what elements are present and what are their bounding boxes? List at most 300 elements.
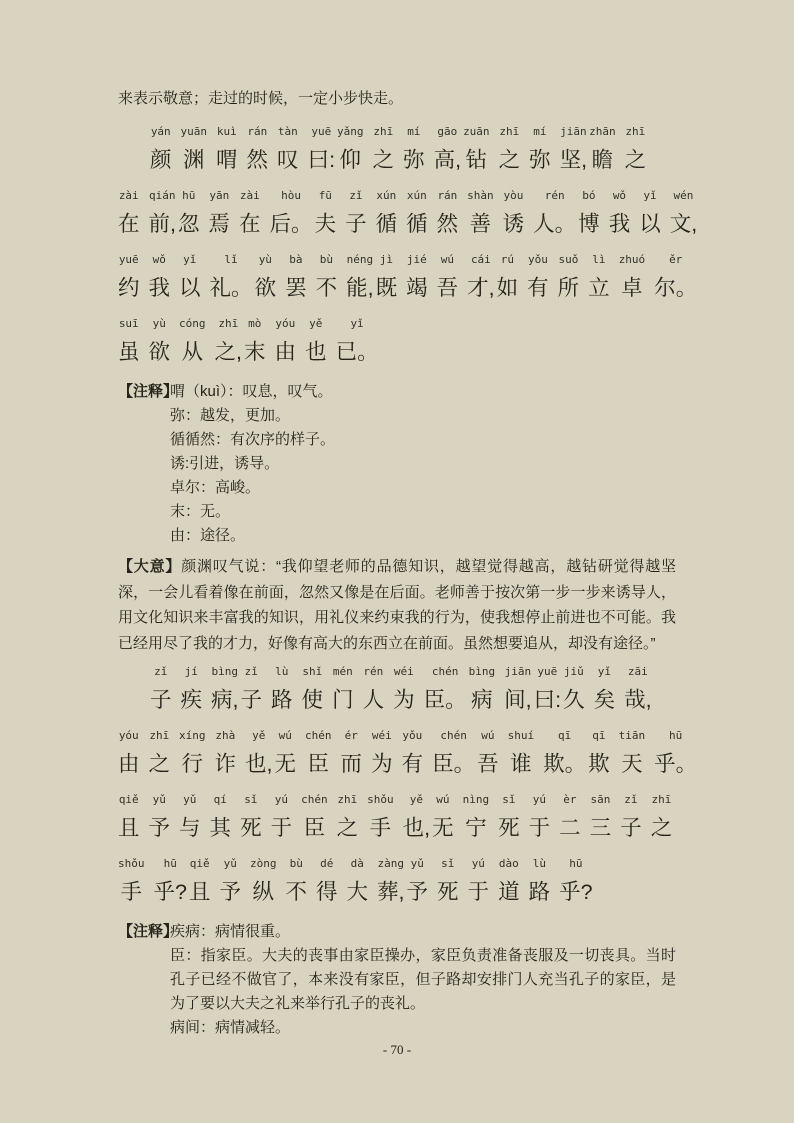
ruby-unit [432,792,454,842]
ruby-unit [508,728,535,778]
pinyin-syllable: zǐ [349,189,363,202]
pinyin-syllable: shuí [507,729,535,742]
ruby-unit [377,856,404,906]
ruby-unit [315,188,337,238]
ruby-unit [245,728,272,778]
pinyin-syllable: néng [346,253,374,266]
pinyin-syllable: yán [150,125,171,138]
hanzi-character: 不 [285,880,308,904]
ruby-unit [477,728,499,778]
ruby-unit [118,252,140,302]
ruby-unit [250,856,277,906]
pinyin-syllable: nìng [462,793,490,806]
hanzi-character: 渊 [183,148,205,172]
passage2-notes [118,920,676,1040]
ruby-unit [337,124,364,174]
ruby-unit [118,188,140,238]
ruby-unit [654,252,697,302]
pinyin-syllable: wǒ [152,253,166,266]
pinyin-syllable: qī [558,729,572,742]
passage1-notes [118,380,676,548]
ruby-unit [403,792,430,842]
pinyin-syllable: èr [563,793,577,806]
ruby-unit [179,792,201,842]
hanzi-character: 末 [244,340,266,364]
ruby-unit [589,124,616,174]
pinyin-syllable: cái [470,253,491,266]
hanzi-character: 在 [239,212,261,236]
ruby-unit [437,252,459,302]
ruby-unit [154,856,187,906]
ruby-unit [189,856,211,906]
ruby-unit [179,252,201,302]
hanzi-character: 之 [148,752,171,776]
ruby-unit [286,856,308,906]
pinyin-syllable: bìng [211,665,239,678]
pinyin-syllable: zhà [215,729,236,742]
hanzi-character: 死 [240,816,262,840]
ruby-unit [371,728,393,778]
ruby-unit [559,856,592,906]
pinyin-syllable: hū [669,729,683,742]
pinyin-syllable: zhī [149,729,170,742]
hanzi-character: 葬, [377,880,405,904]
pinyin-syllable: yě [252,729,266,742]
pinyin-syllable: mí [533,125,547,138]
pinyin-syllable: yǔ [223,857,237,870]
ruby-unit [150,664,172,714]
ruby-unit [239,188,261,238]
ruby-unit [179,728,206,778]
ruby-unit [149,728,171,778]
ruby-unit [498,856,520,906]
ruby-unit [244,316,266,366]
ruby-unit [594,664,616,714]
pinyin-syllable: zuān [463,125,490,138]
pinyin-syllable: wú [278,729,292,742]
hanzi-character: 也, [245,752,273,776]
note-item: 诱:引进，诱导。 [170,455,280,472]
hanzi-character: 纵 [252,880,274,904]
hanzi-character: 既 [375,276,398,300]
pinyin-syllable: wú [440,253,454,266]
ruby-unit [316,856,338,906]
passage1-summary [118,554,676,656]
ruby-unit [247,124,269,174]
ruby-unit [150,124,172,174]
notes-items [170,380,676,548]
hanzi-character: 门 [332,688,354,712]
pinyin-syllable: bìng [468,665,496,678]
ruby-unit [437,188,459,238]
hanzi-character: 使 [301,688,324,712]
pinyin-syllable: rán [247,125,268,138]
pinyin-syllable: zhān [589,125,616,138]
pinyin-syllable: yǐ [183,253,197,266]
ruby-unit [149,316,171,366]
ruby-unit [178,188,200,238]
hanzi-character: 也 [305,340,327,364]
pinyin-syllable: yuē [537,665,558,678]
pinyin-syllable: wú [481,729,495,742]
ruby-unit [216,124,238,174]
hanzi-character: 子 [620,816,642,840]
hanzi-character: 予 [148,816,171,840]
pinyin-syllable: rén [363,665,384,678]
ruby-unit [275,728,297,778]
hanzi-character: 仰 [339,148,362,172]
hanzi-character: 诱 [502,212,525,236]
pinyin-syllable: yóu [275,317,296,330]
pinyin-syllable: xún [406,189,427,202]
hanzi-character: 臣 [303,816,326,840]
ruby-unit [578,188,600,238]
hanzi-character: 之 [372,148,395,172]
hanzi-character: 坚, [559,148,588,172]
pinyin-syllable: zǐ [624,793,638,806]
note-item: 末：无。 [170,503,231,520]
pinyin-syllable: yǔ [152,793,166,806]
hanzi-character: 然 [246,148,269,172]
pinyin-syllable: chén [431,665,459,678]
notes-items [170,920,676,1040]
hanzi-character: 手 [369,816,392,840]
hanzi-character: 死 [498,816,520,840]
pinyin-syllable: wéi [393,665,414,678]
pinyin-syllable: tàn [277,125,298,138]
hanzi-character: 道 [498,880,520,904]
ruby-unit [285,252,307,302]
ruby-unit [241,664,263,714]
ruby-unit [469,664,496,714]
pinyin-syllable: lì [592,253,606,266]
ruby-unit [341,728,363,778]
pinyin-syllable: yóu [118,729,139,742]
pinyin-syllable: mí [407,125,421,138]
pinyin-syllable: dà [350,857,364,870]
hanzi-character: 间, [504,688,532,712]
ruby-unit [468,856,490,906]
pinyin-syllable: yān [209,189,230,202]
ruby-unit [590,792,612,842]
note-item: 循循然：有次序的样子。 [170,431,336,448]
hanzi-character: 竭 [406,276,428,300]
hanzi-character: 前, [148,212,176,236]
pinyin-syllable: zhī [499,125,520,138]
pinyin-syllable: qián [149,189,176,202]
ruby-line [118,728,698,778]
ruby-unit [620,792,642,842]
pinyin-syllable: xíng [179,729,206,742]
hanzi-character: 死 [437,880,459,904]
hanzi-character: 臣。 [423,688,467,712]
hanzi-character: 子 [240,688,263,712]
pinyin-syllable: wú [436,793,450,806]
pinyin-syllable: gāo [437,125,458,138]
hanzi-character: 病, [211,688,239,712]
summary-label: 【大意】 [118,558,182,575]
ruby-unit [270,188,313,238]
hanzi-character: 在 [118,212,140,236]
pinyin-syllable: zài [118,189,139,202]
ruby-unit [609,188,631,238]
ruby-unit [560,124,587,174]
summary-text: 颜渊叹气说：“我仰望老师的品德知识，越望觉得越高，越钻研觉得越坚深，一会儿看着像在前面，忽然又像是在后面。老师善于按次第一步一步来诱导人，用文化知识来丰富我的知识，用礼仪来约束我的行为，使我想停止前进也不可能。我已经用尽了我的才力，好像有高大的东西立在前面。虽然想要追从，却没有途径。” [118,558,676,652]
ruby-unit [503,188,525,238]
ruby-unit [529,792,551,842]
pinyin-syllable: shǒu [367,793,394,806]
pinyin-syllable: bù [319,253,333,266]
pinyin-syllable: jié [406,253,427,266]
pinyin-syllable: lǐ [224,253,238,266]
pinyin-syllable: suī [118,317,139,330]
ruby-unit [337,792,359,842]
hanzi-character: 久 [563,688,585,712]
hanzi-character: 其 [209,816,232,840]
ruby-unit [118,316,140,366]
ruby-unit [305,316,327,366]
hanzi-character: 约 [118,276,140,300]
hanzi-character: 行 [181,752,204,776]
pinyin-syllable: yǔ [410,857,424,870]
ruby-unit [240,792,262,842]
ruby-unit [558,252,580,302]
note-item: 病间：病情减轻。 [170,1019,291,1036]
hanzi-character: 我 [148,276,171,300]
note-item: 由：途径。 [170,527,246,544]
pinyin-syllable: yǔ [183,793,197,806]
ruby-unit [181,664,203,714]
hanzi-character: 循 [406,212,428,236]
hanzi-character: 臣 [307,752,330,776]
pinyin-syllable: zhī [373,125,394,138]
ruby-line [118,792,676,842]
ruby-unit [376,188,398,238]
pinyin-syllable: zài [239,189,260,202]
pinyin-syllable: sān [590,793,611,806]
hanzi-character: 手 [120,880,142,904]
pinyin-syllable: qí [213,793,227,806]
ruby-unit [271,792,293,842]
pinyin-syllable: dào [498,857,519,870]
hanzi-character: 忽 [178,212,200,236]
pinyin-syllable: rú [500,253,514,266]
note-item: 臣：指家臣。大夫的丧事由家臣操办，家臣负责准备丧服及一切丧具。当时孔子已经不做官了，本来没有家臣，但子路却安排门人充当孔子的家臣，是为了要以大夫之礼来举行孔子的丧礼。 [170,947,676,1012]
pinyin-syllable: yú [274,793,288,806]
pinyin-syllable: wén [673,189,694,202]
hanzi-character: 吾 [477,752,499,776]
hanzi-character: 焉 [208,212,231,236]
hanzi-character: 之 [650,816,673,840]
ruby-unit [376,252,398,302]
pinyin-syllable: sǐ [441,857,455,870]
hanzi-character: 大 [346,880,369,904]
hanzi-character: 与 [179,816,201,840]
hanzi-character: 之 [336,816,359,840]
pinyin-syllable: qī [592,729,606,742]
hanzi-character: 卓 [621,276,643,300]
ruby-unit [406,188,428,238]
hanzi-character: 为 [393,688,415,712]
ruby-unit [118,792,140,842]
pinyin-syllable: zǐ [244,665,258,678]
note-item: 卓尔：高峻。 [170,479,261,496]
hanzi-character: 于 [528,816,551,840]
ruby-unit [619,252,646,302]
hanzi-character: 宁 [465,816,487,840]
hanzi-character: 钻 [465,148,488,172]
hanzi-character: 从 [181,340,204,364]
pinyin-syllable: mén [332,665,353,678]
pinyin-syllable: yǐ [597,665,611,678]
pinyin-syllable: zhī [218,317,239,330]
ruby-unit [305,728,332,778]
ruby-unit [149,252,171,302]
hanzi-character: 弥 [529,148,551,172]
hanzi-character: 诈 [214,752,237,776]
hanzi-character: 路 [528,880,551,904]
hanzi-character: 路 [271,688,293,712]
hanzi-character: 二 [559,816,581,840]
passage2-main-text [118,664,698,906]
ruby-unit [406,252,428,302]
hanzi-character: 瞻 [591,148,614,172]
pinyin-syllable: lù [532,857,546,870]
hanzi-character: 罢 [285,276,307,300]
pinyin-syllable: qiě [189,857,210,870]
hanzi-character: 循 [375,212,398,236]
pinyin-syllable: shàn [467,189,494,202]
ruby-unit [498,792,520,842]
pinyin-syllable: yǎng [337,125,364,138]
hanzi-character: 已。 [335,340,379,364]
ruby-unit [432,728,475,778]
hanzi-character: 且 [118,816,140,840]
ruby-unit [332,664,354,714]
pinyin-syllable: bù [289,857,303,870]
pinyin-syllable: chén [301,793,328,806]
notes-label: 【注释】 [118,923,179,940]
ruby-unit [533,188,576,238]
hanzi-character: 然 [436,212,459,236]
pinyin-syllable: yě [409,793,423,806]
ruby-unit [181,124,208,174]
pinyin-syllable: chén [440,729,467,742]
ruby-unit [437,856,459,906]
ruby-unit [336,316,379,366]
hanzi-character: 无 [432,816,454,840]
hanzi-character: 颜 [150,148,172,172]
hanzi-character: 礼。 [209,276,253,300]
ruby-line [118,856,676,906]
pinyin-syllable: tiān [618,729,646,742]
ruby-unit [467,188,494,238]
hanzi-character: 予 [219,880,241,904]
ruby-unit [393,664,415,714]
ruby-line [118,252,698,302]
ruby-unit [149,792,171,842]
pinyin-syllable: zhuó [618,253,646,266]
pinyin-syllable: yú [532,793,546,806]
pinyin-syllable: yuē [118,253,139,266]
pinyin-syllable: jiǔ [563,665,584,678]
hanzi-character: 曰: [533,688,562,712]
hanzi-character: 之 [624,148,647,172]
pinyin-syllable: yǐ [643,189,657,202]
pinyin-syllable: rán [437,189,458,202]
hanzi-character: 且 [188,880,211,904]
ruby-unit [625,124,647,174]
ruby-unit [527,252,549,302]
ruby-unit [210,792,232,842]
hanzi-character: 如 [496,276,519,300]
pinyin-syllable: zàng [377,857,405,870]
intro-line: 来表示敬意；走过的时候，一定小步快走。 [118,90,404,107]
hanzi-character: 乎。 [654,752,698,776]
hanzi-character: 乎? [559,880,593,904]
pinyin-syllable: sǐ [502,793,516,806]
ruby-unit [179,316,206,366]
ruby-unit [407,856,429,906]
ruby-unit [347,856,369,906]
hanzi-character: 所 [557,276,580,300]
hanzi-character: 夫 [314,212,337,236]
hanzi-character: 于 [270,816,293,840]
hanzi-character: 欺 [588,752,610,776]
ruby-unit [149,188,176,238]
ruby-unit [504,664,531,714]
hanzi-character: 得 [316,880,338,904]
ruby-unit [301,792,328,842]
hanzi-character: 欺。 [543,752,587,776]
ruby-unit [534,664,561,714]
ruby-unit [463,124,490,174]
pinyin-syllable: jí [184,665,198,678]
pinyin-syllable: kuì [216,125,237,138]
hanzi-character: 我 [608,212,631,236]
ruby-unit [308,124,335,174]
ruby-unit [210,252,253,302]
ruby-line [118,316,676,366]
note-item: 疾病：病情很重。 [170,923,291,940]
pinyin-syllable: shǐ [302,665,323,678]
ruby-line [118,188,698,238]
pinyin-syllable: qiě [118,793,139,806]
hanzi-character: 之, [214,340,243,364]
page-number: - 70 - [382,1042,412,1057]
ruby-unit [302,664,324,714]
ruby-unit [670,188,697,238]
hanzi-character: 而 [340,752,363,776]
ruby-unit [118,856,145,906]
pinyin-syllable: mò [248,317,262,330]
hanzi-character: 欲 [148,340,171,364]
ruby-unit [373,124,395,174]
pinyin-syllable: wǒ [612,189,627,202]
pinyin-syllable: yǐ [350,317,364,330]
hanzi-character: 以 [179,276,201,300]
pinyin-syllable: dé [320,857,334,870]
pinyin-syllable: fū [318,189,332,202]
hanzi-character: 博 [578,212,600,236]
pinyin-syllable: jì [379,253,393,266]
pinyin-syllable: jiān [560,125,587,138]
hanzi-character: 乎? [153,880,187,904]
hanzi-character: 臣。 [432,752,476,776]
pinyin-syllable: sǐ [244,793,258,806]
ruby-unit [219,856,241,906]
ruby-unit [588,728,610,778]
